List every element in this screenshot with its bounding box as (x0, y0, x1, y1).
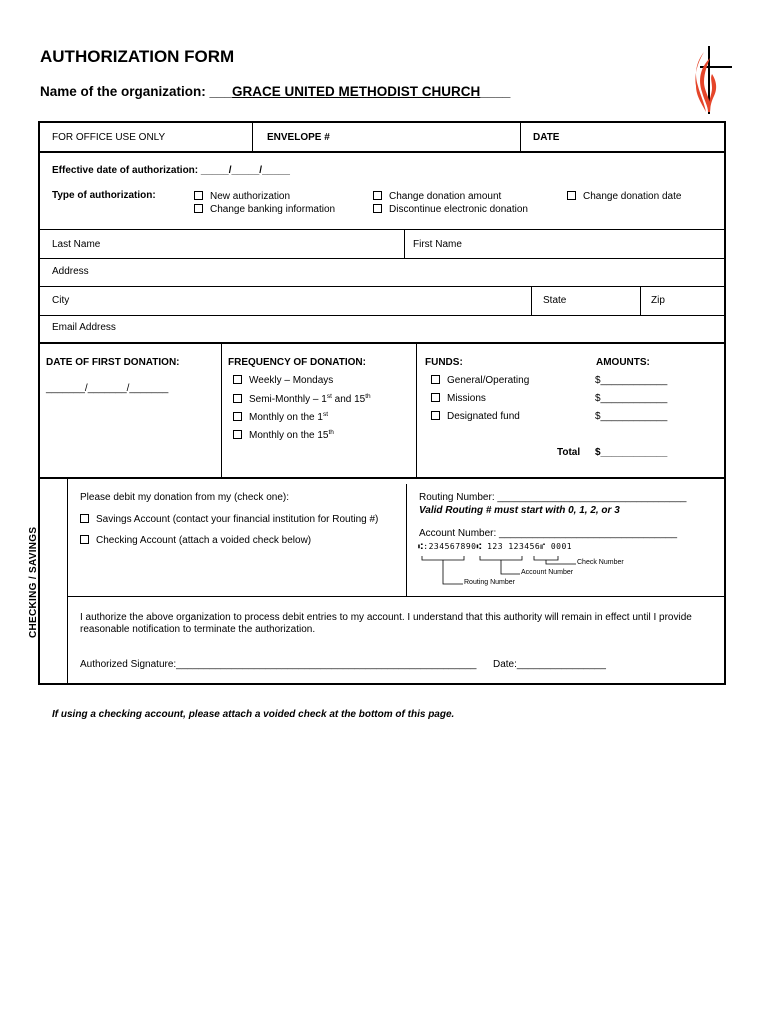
checkbox[interactable] (373, 191, 382, 200)
organization-label: Name of the organization: ___ (40, 84, 233, 99)
routing-number-caption: Routing Number (464, 579, 515, 586)
option-label: Change donation amount (389, 191, 502, 202)
superscript: st (326, 393, 332, 400)
account-type-checking[interactable] (80, 535, 311, 546)
account-number-caption: Account Number (521, 569, 574, 576)
checkbox[interactable] (233, 375, 242, 384)
option-label: Designated fund (447, 411, 520, 422)
authorization-statement-line1: I authorize the above organization to process debit entries to my account. I understand that this authority will remain in effect until I provide (80, 612, 692, 623)
divider (531, 286, 532, 315)
checkbox[interactable] (194, 191, 203, 200)
frequency-header: FREQUENCY OF DONATION: (228, 357, 366, 368)
micr-line: ⑆:234567890⑆ 123 123456⑈ 0001 (418, 542, 573, 551)
frequency-monthly-fifteenth[interactable] (233, 429, 334, 441)
option-label: Semi-Monthly – 1 (249, 394, 327, 405)
routing-number-note: Valid Routing # must start with 0, 1, 2, or 3 (419, 505, 620, 516)
envelope-label: ENVELOPE # (267, 132, 330, 143)
amount-missions[interactable]: $____________ (595, 393, 668, 404)
option-label: Change banking information (210, 204, 336, 215)
effective-date-label[interactable]: Effective date of authorization: _____/_____/_____ (52, 165, 290, 176)
fund-general[interactable] (431, 375, 529, 386)
last-name-field[interactable]: Last Name (52, 239, 101, 250)
checkbox[interactable] (233, 394, 242, 403)
account-type-savings[interactable] (80, 514, 378, 525)
option-label: Weekly – Mondays (249, 375, 334, 386)
address-field[interactable]: Address (52, 266, 89, 277)
amounts-header: AMOUNTS: (596, 357, 650, 368)
frequency-semi-monthly[interactable] (233, 393, 371, 405)
option-label: and 15 (331, 394, 366, 405)
option-label: Monthly on the 1 (249, 412, 323, 423)
divider (67, 478, 68, 684)
option-label: Discontinue electronic donation (389, 204, 528, 215)
total-amount[interactable]: $____________ (595, 447, 668, 458)
frequency-weekly[interactable] (233, 375, 333, 386)
first-donation-header: DATE OF FIRST DONATION: (46, 357, 180, 368)
option-label: General/Operating (447, 375, 530, 386)
checkbox[interactable] (80, 514, 89, 523)
divider (520, 122, 521, 152)
organization-trailing-blank: ____ (480, 84, 511, 99)
signature-field[interactable]: Authorized Signature:______________________________________________________ (80, 659, 477, 670)
total-label: Total (557, 447, 581, 458)
divider (252, 122, 253, 152)
authorization-statement-line2: reasonable notification to terminate the authorization. (80, 624, 316, 635)
debit-instruction: Please debit my donation from my (check one): (80, 492, 289, 503)
office-use-label: FOR OFFICE USE ONLY (52, 132, 166, 143)
check-diagram (418, 540, 624, 590)
option-change-banking[interactable] (194, 204, 335, 215)
option-change-date[interactable] (567, 191, 681, 202)
checking-savings-side-label: CHECKING / SAVINGS (28, 526, 39, 638)
office-date-label: DATE (533, 132, 560, 143)
checkbox[interactable] (233, 412, 242, 421)
option-label: Checking Account (attach a voided check below) (96, 535, 312, 546)
type-of-authorization-label: Type of authorization: (52, 190, 156, 201)
option-label: Change donation date (583, 191, 682, 202)
routing-number-field[interactable]: Routing Number: __________________________________ (419, 492, 687, 503)
fund-missions[interactable] (431, 393, 486, 404)
cross-and-flame-logo (690, 44, 734, 116)
option-label: Monthly on the 15 (249, 430, 329, 441)
checkbox[interactable] (194, 204, 203, 213)
superscript: st (322, 411, 328, 418)
form-title: AUTHORIZATION FORM (40, 47, 235, 66)
cross-flame-icon (690, 44, 734, 116)
divider (416, 343, 417, 477)
divider (39, 229, 725, 230)
frequency-monthly-first[interactable] (233, 411, 328, 423)
checkbox[interactable] (431, 411, 440, 420)
amount-designated[interactable]: $____________ (595, 411, 668, 422)
divider (39, 342, 725, 344)
option-label: Savings Account (contact your financial institution for Routing #) (96, 514, 379, 525)
option-label: Missions (447, 393, 486, 404)
checkbox[interactable] (567, 191, 576, 200)
divider (39, 151, 725, 153)
option-label: New authorization (210, 191, 291, 202)
checkbox[interactable] (431, 375, 440, 384)
first-donation-date-blank[interactable]: _______/_______/_______ (46, 383, 169, 394)
account-number-field[interactable]: Account Number: ________________________________ (419, 528, 678, 539)
divider (39, 315, 725, 316)
superscript: th (328, 429, 334, 436)
divider (39, 258, 725, 259)
organization-row (40, 84, 510, 99)
zip-field[interactable]: Zip (651, 295, 665, 306)
divider (221, 343, 222, 477)
divider (39, 286, 725, 287)
amount-general[interactable]: $____________ (595, 375, 668, 386)
superscript: th (365, 393, 371, 400)
checkbox[interactable] (80, 535, 89, 544)
fund-designated[interactable] (431, 411, 520, 422)
signature-date-field[interactable]: Date:________________ (493, 659, 606, 670)
checkbox[interactable] (431, 393, 440, 402)
divider (640, 286, 641, 315)
check-number-caption: Check Number (577, 559, 624, 566)
divider (39, 477, 725, 479)
email-field[interactable]: Email Address (52, 322, 116, 333)
divider (406, 484, 407, 596)
option-new-authorization[interactable] (194, 191, 290, 202)
city-field[interactable]: City (52, 295, 70, 306)
divider (404, 229, 405, 258)
checkbox[interactable] (233, 430, 242, 439)
first-name-field[interactable]: First Name (413, 239, 462, 250)
divider (68, 596, 725, 597)
option-change-amount[interactable] (373, 191, 501, 202)
state-field[interactable]: State (543, 295, 567, 306)
checkbox[interactable] (373, 204, 382, 213)
check-diagram-brackets (418, 552, 618, 590)
footer-note: If using a checking account, please attach a voided check at the bottom of this page. (52, 709, 455, 720)
organization-name: GRACE UNITED METHODIST CHURCH (232, 84, 481, 99)
option-discontinue[interactable] (373, 204, 528, 215)
funds-header: FUNDS: (425, 357, 463, 368)
